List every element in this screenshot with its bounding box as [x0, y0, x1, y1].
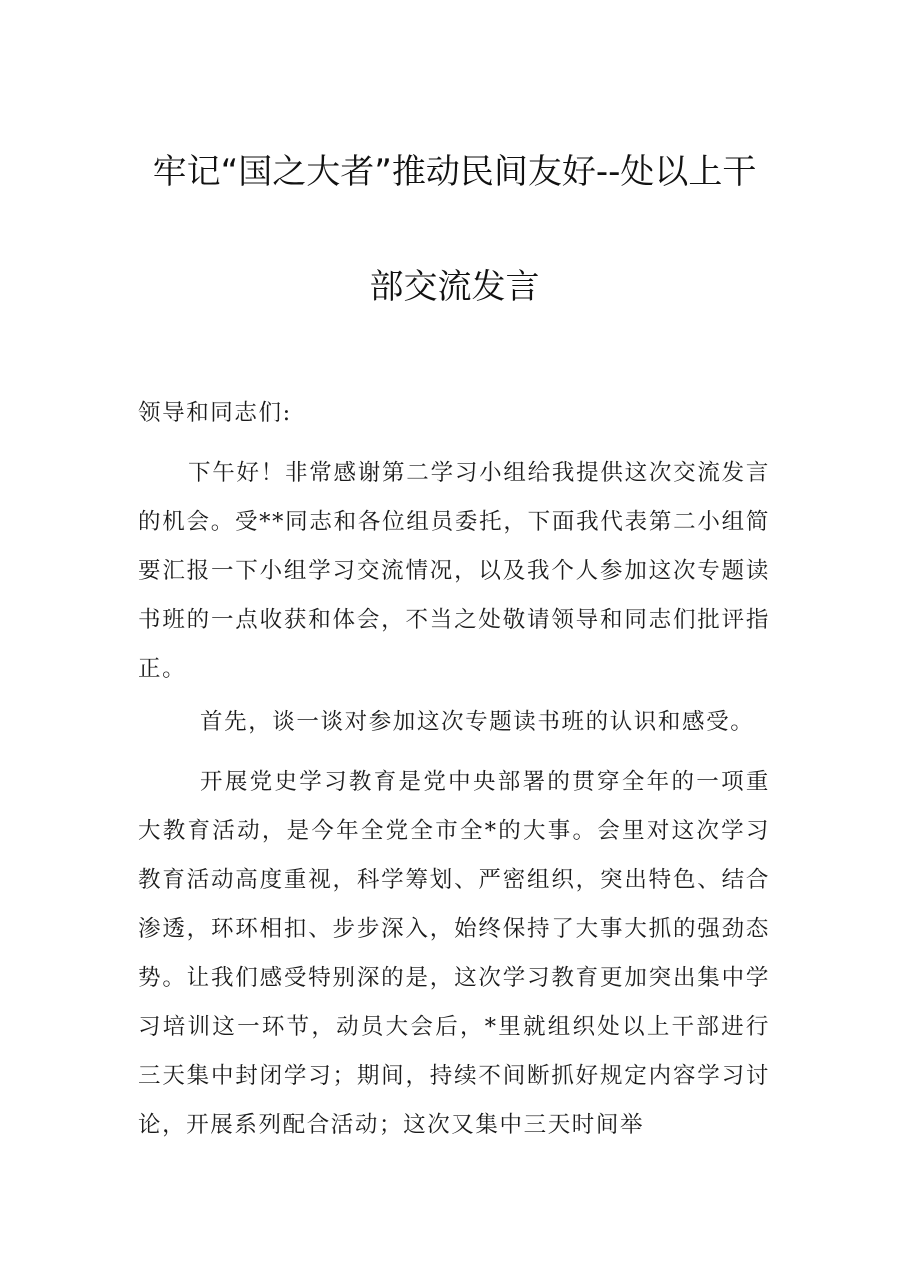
greeting: 领导和同志们: — [138, 400, 292, 426]
document-title-line-2: 部交流发言 — [369, 267, 540, 307]
paragraph-body: 开展党史学习教育是党中央部署的贯穿全年的一项重大教育活动，是今年全党全市全*的大事。会里对这次学习教育活动高度重视，科学筹划、严密组织，突出特色、结合渗透，环环相扣、步步深入，始终保持了大事大抓的强劲态势。让我们感受特别深的是，这次学习教育更加突出集中学习培训这一环节，动员大会后，*里就组织处以上干部进行三天集中封闭学习；期间，持续不间断抓好规定内容学习讨论，开展系列配合活动；这次又集中三天时间举 — [138, 769, 770, 1138]
paragraph-opening: 下午好！非常感谢第二学习小组给我提供这次交流发言的机会。受**同志和各位组员委托，下面我代表第二小组简要汇报一下小组学习交流情况，以及我个人参加这次专题读书班的一点收获和体会，不当之处敬请领导和同志们批评指正。 — [138, 460, 770, 682]
paragraph-section-heading: 首先，谈一谈对参加这次专题读书班的认识和感受。 — [200, 709, 755, 735]
document-title-line-1: 牢记“国之大者”推动民间友好--处以上干 — [152, 152, 757, 192]
